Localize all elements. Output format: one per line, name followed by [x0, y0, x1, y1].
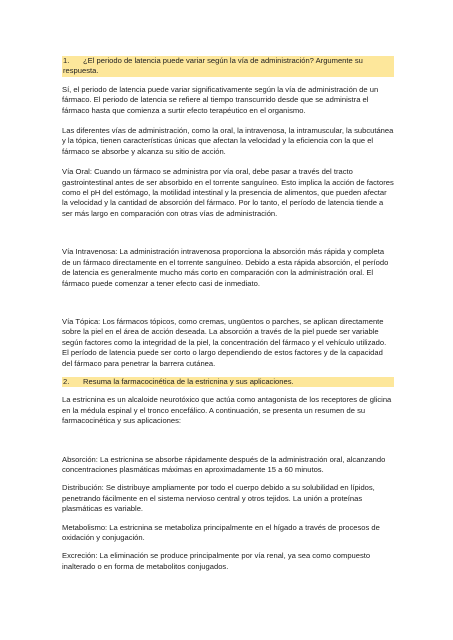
answer-1-oral-route: Vía Oral: Cuando un fármaco se administra por vía oral, debe pasar a través del tracto gastrointestinal antes de ser absorbido en el torrente sanguíneo. Esto implica la acción de factores como el pH del estómago, la motilidad intestinal y la presencia de alimentos, que pueden afectar la velocidad y la cantidad de absorción del fármaco. Por lo tanto, el período de latencia tiende a ser más largo en comparación con otras vías de administración.	[62, 167, 394, 218]
answer-1-paragraph-2: Las diferentes vías de administración, como la oral, la intravenosa, la intramuscular, la subcutánea y la tópica, tienen características únicas que afectan la velocidad y la eficiencia con la que el fármaco se absorbe y alcanza su sitio de acción.	[62, 126, 394, 156]
answer-2-distribution: Distribución: Se distribuye ampliamente por todo el cuerpo debido a su solubilidad en lípidos, penetrando fácilmente en el sistema nervioso central y otros tejidos. La unión a proteínas plasmáticas es variable.	[62, 483, 375, 514]
answer-2-excretion: Excreción: La eliminación se produce principalmente por vía renal, ya sea como compuesto inalterado o en forma de metabolitos conjugados.	[62, 551, 371, 571]
answer-1-intravenous-route: Vía Intravenosa: La administración intravenosa proporciona la absorción más rápida y completa de un fármaco directamente en el torrente sanguíneo. Debido a esta rápida absorción, el período de latencia es generalmente mucho más corto en comparación con la administración oral. El fármaco puede comenzar a tener efecto casi de inmediato.	[62, 247, 389, 288]
answer-2-absorption: Absorción: La estricnina se absorbe rápidamente después de la administración oral, alcanzando concentraciones plasmáticas máximas en aproximadamente 15 a 60 minutos.	[62, 454, 386, 474]
question-2-number: 2.	[63, 376, 70, 386]
answer-2-metabolism: Metabolismo: La estricnina se metaboliza principalmente en el hígado a través de procesos de oxidación y conjugación.	[62, 522, 380, 542]
question-1	[62, 56, 394, 77]
question-1-text: ¿El periodo de latencia puede variar según la vía de administración? Argumente su respuesta.	[63, 56, 363, 76]
question-2-text: Resuma la farmacocinética de la estricnina y sus aplicaciones.	[83, 376, 294, 386]
answer-1-topical-route: Vía Tópica: Los fármacos tópicos, como cremas, ungüentos o parches, se aplican directamente sobre la piel en el área de acción deseada. La absorción a través de la piel puede ser variable según factores como la integridad de la piel, la concentración del fármaco y el vehículo utilizado. El período de latencia puede ser corto o largo dependiendo de estos factores y de la capacidad del fármaco para penetrar la barrera cutánea.	[62, 316, 387, 368]
question-2	[62, 377, 394, 387]
document-body	[62, 56, 394, 572]
question-1-number: 1.	[63, 56, 70, 65]
answer-1-paragraph-1: Sí, el periodo de latencia puede variar significativamente según la vía de administración de un fármaco. El periodo de latencia se refiere al tiempo transcurrido desde que se administra el fármaco hasta que comienza a surtir efecto terapéutico en el organismo.	[62, 84, 379, 115]
answer-2-intro: La estricnina es un alcaloide neurotóxico que actúa como antagonista de los receptores de glicina en la médula espinal y el tronco encefálico. A continuación, se presenta un resumen de su farmacocinética y sus aplicaciones:	[62, 395, 392, 426]
